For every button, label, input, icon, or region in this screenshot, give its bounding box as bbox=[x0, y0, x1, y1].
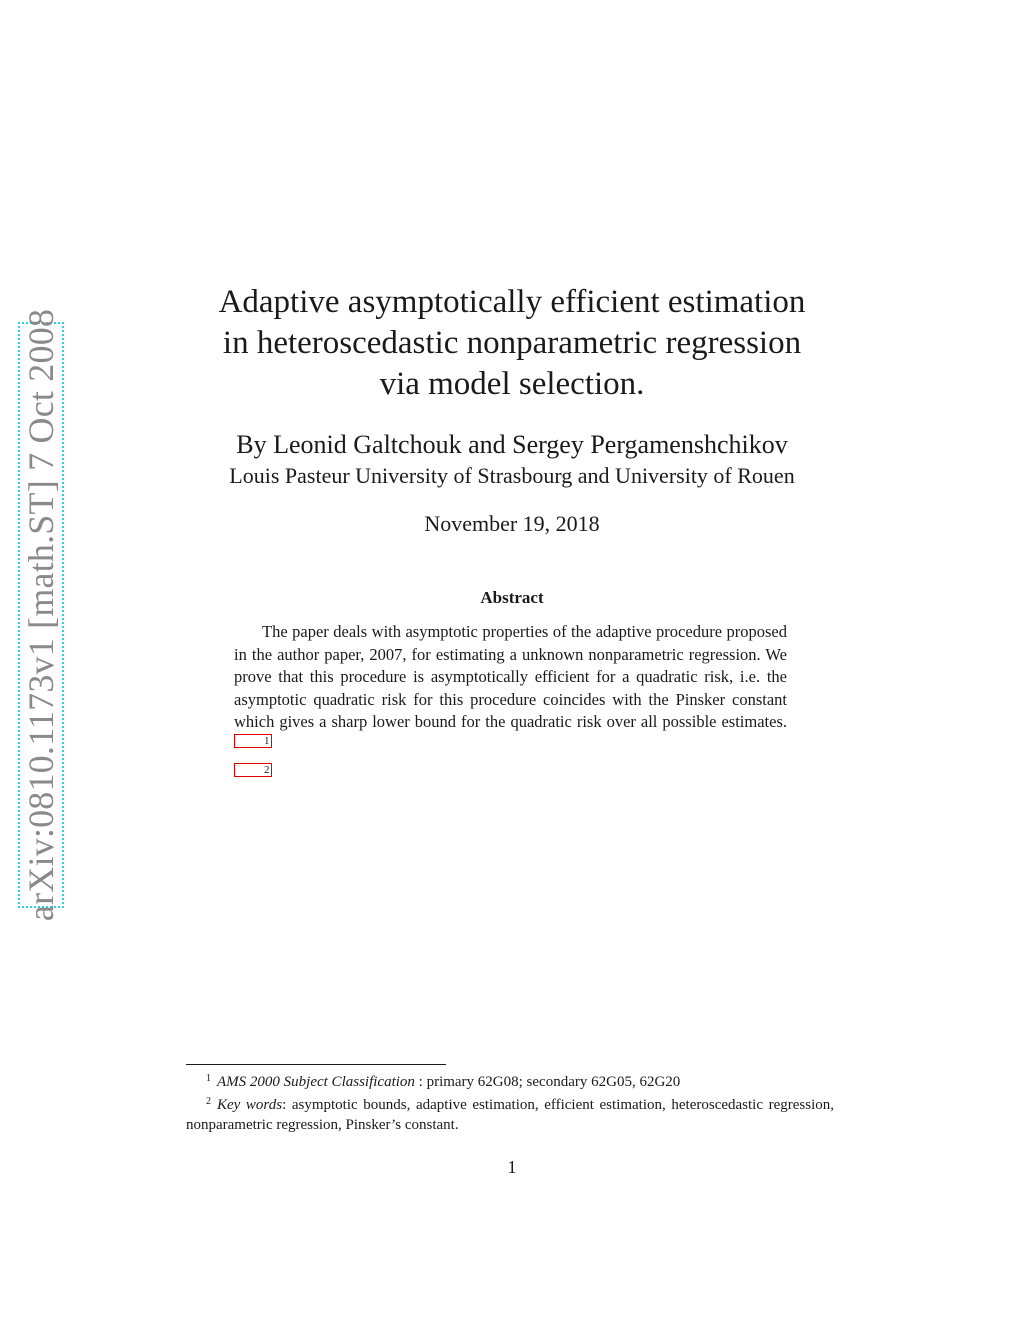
footnote-1-text: : primary 62G08; secondary 62G05, 62G20 bbox=[414, 1074, 681, 1090]
page-number: 1 bbox=[507, 1157, 517, 1177]
abstract-body bbox=[234, 621, 787, 779]
footnote-2 bbox=[186, 1092, 834, 1135]
footnote-1 bbox=[186, 1069, 834, 1092]
publication-date: November 19, 2018 bbox=[424, 511, 600, 536]
abstract-heading: Abstract bbox=[480, 588, 544, 607]
footnote-2-label: Key words bbox=[217, 1097, 283, 1113]
arxiv-stamp bbox=[18, 308, 64, 922]
title-line-1: Adaptive asymptotically efficient estimation bbox=[218, 284, 806, 320]
footnote-link-2[interactable]: 2 bbox=[234, 763, 272, 777]
affiliation: Louis Pasteur University of Strasbourg and University of Rouen bbox=[229, 463, 795, 488]
abstract-text: The paper deals with asymptotic properties of the adaptive procedure proposed in the author paper, 2007, for estimating a unknown nonparametric regression. We prove that this procedure is asymptotically efficient for a quadratic risk, i.e. the asymptotic quadratic risk for this procedure coincides with the Pinsker constant which gives a sharp lower bound for the quadratic risk over all possible estimates. bbox=[234, 622, 787, 732]
title-line-2: in heteroscedastic nonparametric regression bbox=[222, 325, 802, 361]
paper-title bbox=[0, 282, 1024, 405]
footnote-1-mark: 1 bbox=[206, 1073, 211, 1084]
footnote-divider bbox=[186, 1064, 446, 1065]
arxiv-identifier: arXiv:0810.1173v1 [math.ST] 7 Oct 2008 bbox=[21, 308, 61, 922]
footnote-1-label: AMS 2000 Subject Classification bbox=[217, 1074, 415, 1090]
footnotes bbox=[186, 1069, 834, 1135]
footnote-2-mark: 2 bbox=[206, 1096, 211, 1107]
footnote-2-text: : asymptotic bounds, adaptive estimation, efficient estimation, heteroscedastic regression, nonparametric regression, Pinsker’s constant. bbox=[186, 1097, 835, 1133]
authors: By Leonid Galtchouk and Sergey Pergamenshchikov bbox=[236, 430, 788, 459]
title-line-3: via model selection. bbox=[379, 366, 645, 402]
footnote-link-1[interactable]: 1 bbox=[234, 734, 272, 748]
